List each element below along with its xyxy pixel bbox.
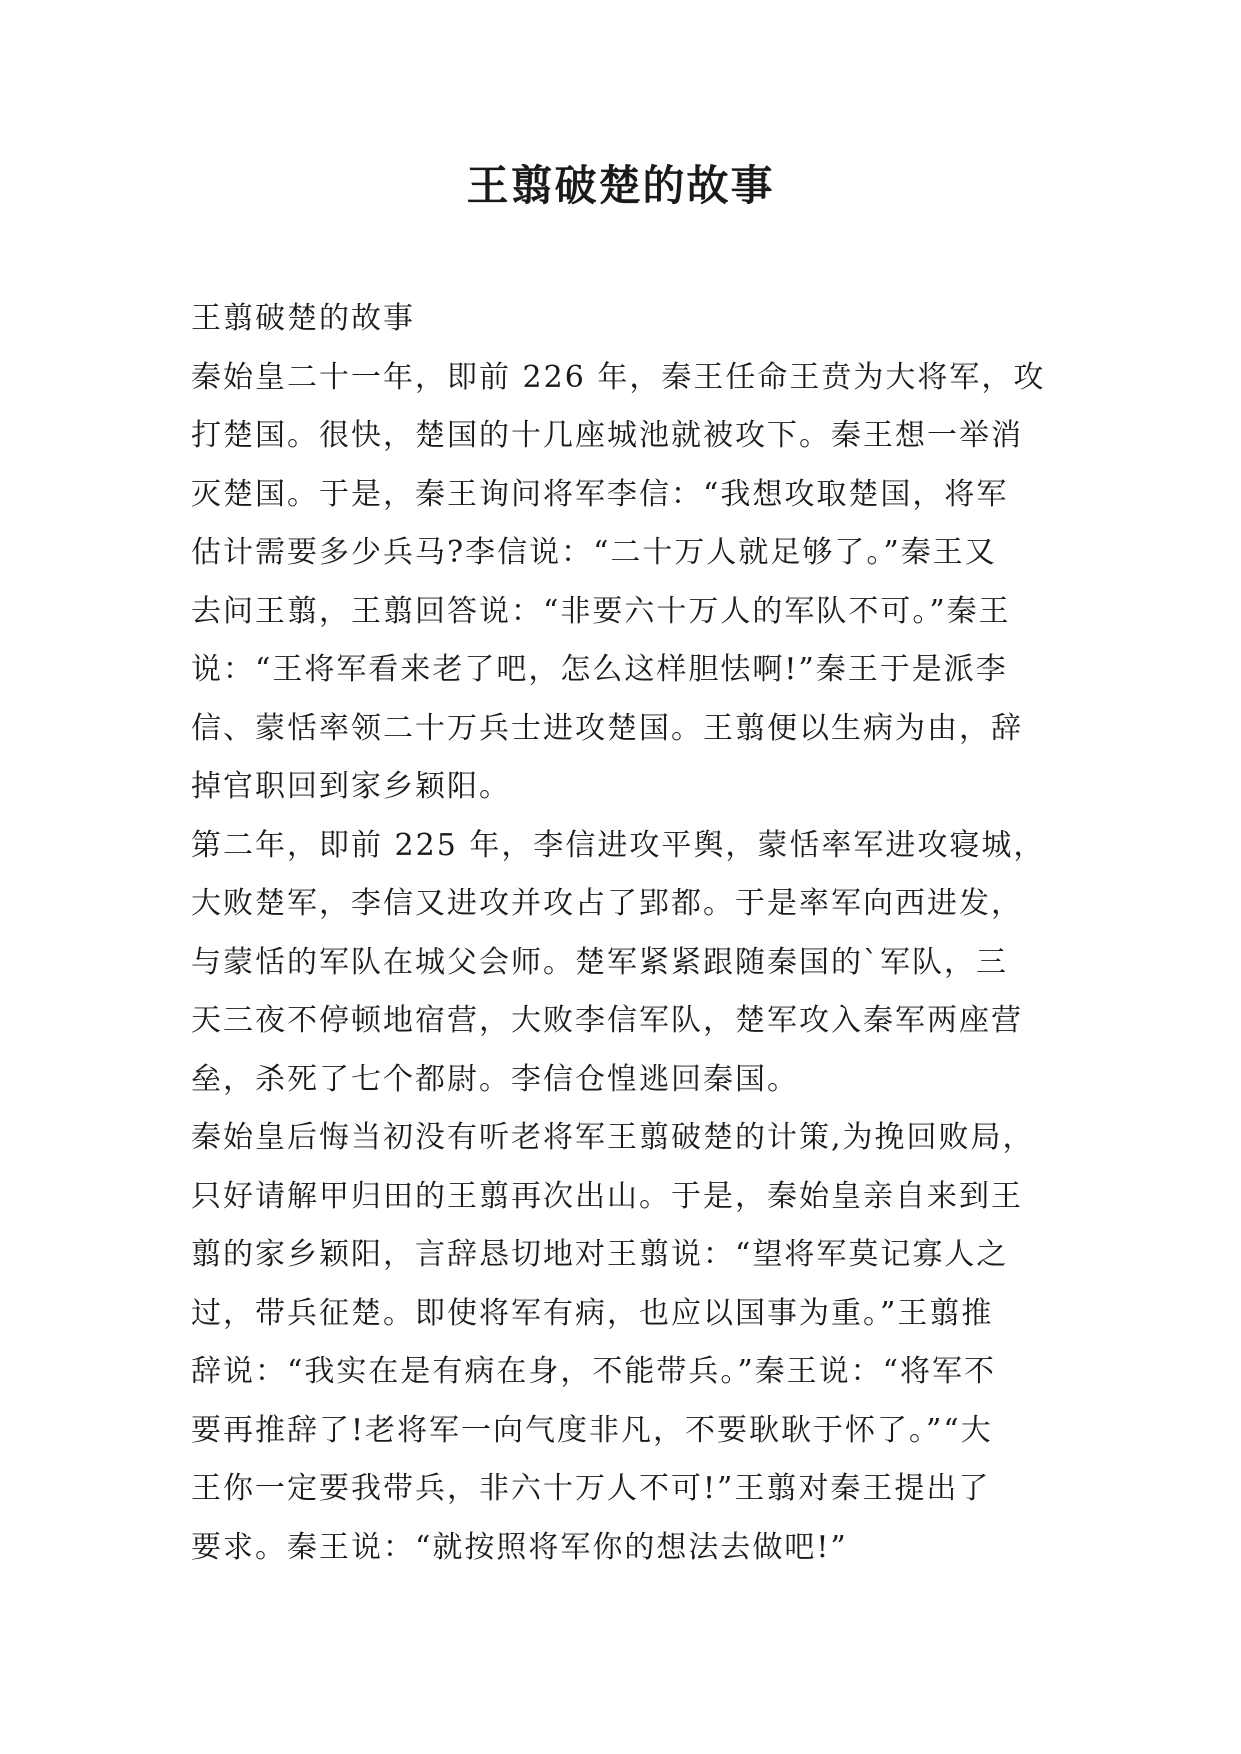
body-line: 翦的家乡颖阳，言辞恳切地对王翦说：“望将军莫记寡人之	[191, 1237, 1009, 1272]
body-line: 信、蒙恬率领二十万兵士进攻楚国。王翦便以生病为由，辞	[191, 710, 1023, 746]
body-line: 过，带兵征楚。即使将军有病，也应以国事为重。”王翦推	[191, 1295, 994, 1331]
body-line: 估计需要多少兵马?李信说：“二十万人就足够了。”秦王又	[191, 535, 997, 570]
body-line: 灭楚国。于是，秦王询问将军李信：“我想攻取楚国，将军	[191, 476, 1009, 512]
body-line: 秦始皇后悔当初没有听老将军王翦破楚的计策,为挽回败局，	[191, 1120, 1035, 1155]
body-line: 要求。秦王说：“就按照将军你的想法去做吧!”	[191, 1529, 848, 1565]
body-line: 掉官职回到家乡颖阳。	[191, 769, 511, 804]
body-line: 与蒙恬的军队在城父会师。楚军紧紧跟随秦国的`军队，三	[191, 944, 1008, 980]
body-line: 大败楚军，李信又进攻并攻占了郢都。于是率军向西进发，	[191, 886, 1023, 921]
body-line: 天三夜不停顿地宿营，大败李信军队，楚军攻入秦军两座营	[191, 1003, 1023, 1038]
body-line: 说：“王将军看来老了吧，怎么这样胆怯啊!”秦王于是派李	[191, 652, 1008, 687]
document-body	[191, 290, 1061, 1577]
body-line: 要再推辞了!老将军一向气度非凡，不要耿耿于怀了。”“大	[191, 1412, 993, 1448]
document-title: 王翦破楚的故事	[466, 161, 775, 210]
body-line: 王你一定要我带兵，非六十万人不可!”王翦对秦王提出了	[191, 1471, 991, 1506]
body-line: 第二年，即前 225 年，李信进攻平舆，蒙恬率军进攻寝城，	[191, 827, 1046, 863]
body-line: 只好请解甲归田的王翦再次出山。于是，秦始皇亲自来到王	[191, 1178, 1023, 1214]
body-line: 垒，杀死了七个都尉。李信仓惶逃回秦国。	[191, 1061, 799, 1097]
body-line: 辞说：“我实在是有病在身，不能带兵。”秦王说：“将军不	[191, 1354, 997, 1389]
body-line: 打楚国。很快，楚国的十几座城池就被攻下。秦王想一举消	[191, 418, 1023, 453]
body-line: 王翦破楚的故事	[191, 301, 415, 336]
body-line: 秦始皇二十一年，即前 226 年，秦王任命王贲为大将军，攻	[191, 359, 1046, 395]
body-line: 去问王翦，王翦回答说：“非要六十万人的军队不可。”秦王	[191, 593, 1011, 629]
